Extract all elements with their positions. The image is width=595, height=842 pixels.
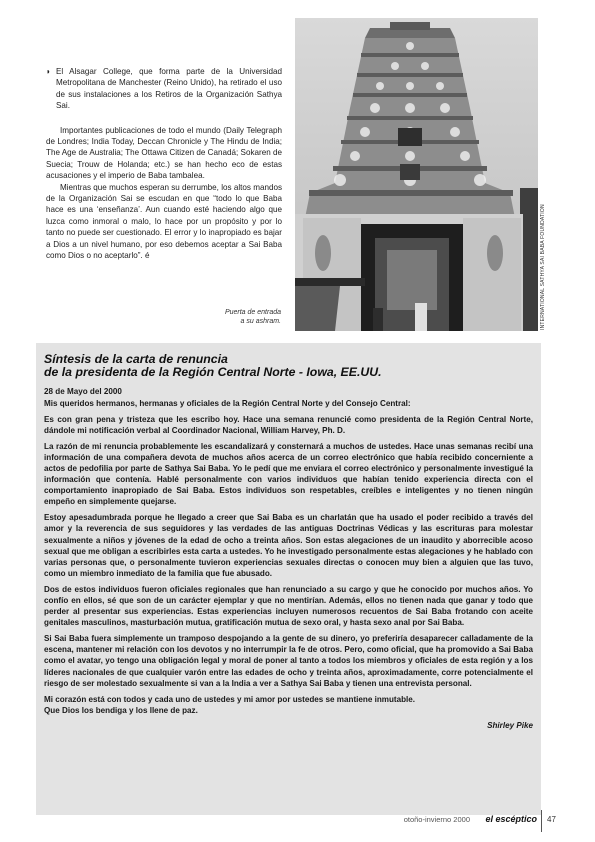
temple-gate-photo — [295, 18, 538, 331]
footer-divider — [541, 810, 542, 832]
letter-signature: Shirley Pike — [487, 720, 533, 730]
letter-closing: Que Dios los bendiga y los llene de paz. — [44, 705, 198, 715]
resignation-letter-box — [36, 343, 541, 815]
paragraph-organization: Mientras que muchos esperan su derrumbe, los altos mandos de la Organización Sai se escudan en que “todo lo que Baba hace es una ‘enseñanza’. Aun cuando esté haciendo algo que luzca como inmoral o malo, lo hace por un propósito y por lo tanto no puede ser cuestionado. El error y lo inapropiado es bajar a Dios a un nivel humano, por eso debemos aceptar a Sai Baba como Dios o no aceptarlo”. é — [46, 182, 282, 261]
issue-label: otoño-invierno 2000 — [403, 815, 470, 824]
photo-credit: INTERNATIONAL SATHYA SAI BABA FOUNDATION — [540, 204, 546, 330]
letter-paragraph: La razón de mi renuncia probablemente les escandalizará y consternará a muchos de ustedes. Hace unas semanas recibí una información de una compañera devota de muchos años acerca de un correo electrónico que había recibido concerniente a actos de pedofilia por parte de Sathya Sai Baba. Yo le pedí que me enviara el correo electrónico y personalmente investigué la información que contenía. Hablé personalmente con varios individuos que habían tenido experiencia directa con el comportamiento inapropiado de Sai Baba. Estos individuos son respetables, creíbles e inteligentes y no tienen ningún empeño en simplemente quejarse. — [44, 441, 533, 507]
letter-paragraph: Mi corazón está con todos y cada uno de ustedes y mi amor por ustedes se mantiene inmutable. — [44, 694, 416, 704]
bullet-item: ◗ El Alsagar College, que forma parte de la Universidad Metropolitana de Manchester (Reino Unido), ha retirado el uso de sus instalaciones a los Retiros de la Organización Sathya Sai. — [46, 66, 282, 112]
photo-caption: Puerta de entrada a su ashram. — [224, 309, 281, 325]
letter-date: 28 de Mayo del 2000 — [44, 387, 122, 397]
letter-paragraph: Si Sai Baba fuera simplemente un tramposo despojando a la gente de su dinero, yo preferiría desaparecer calladamente de la escena, mantener mi relación con los devotos y no interrumpir la fe de otros. Pero, como oficial, que ha promovido a Sai Baba como el avatar, yo tengo una obligación legal y moral de poner al tanto a todos los miembros y oficiales de esta región y a los líderes nacionales de que cualquier varón entre las edades de ocho y treinta años, aproximadamente, corre potencialmente el riesgo de ser molestado sexualmente si van a la India a ver a Sathya Sai Baba y tienen una entrevista personal. — [44, 634, 533, 688]
left-column — [46, 66, 282, 262]
letter-paragraph: Es con gran pena y tristeza que les escribo hoy. Hace una semana renuncié como presidenta de la Región Central Norte, dándole mi notificación verbal al Coordinador Nacional, William Harvey, Ph. D. — [44, 414, 533, 435]
temple-gopuram-image — [295, 18, 538, 331]
magazine-name: el escéptico — [485, 814, 537, 824]
letter-paragraph: Dos de estos individuos fueron oficiales regionales que han renunciado a su cargo y que he conocido por muchos años. Yo confío en ellos, sé que son de un carácter ejemplar y que no mentirían. Además, ellos no tienen nada que ganar y todo que perder al presentar sus experiencias. Estas experiencias incluyen numerosos recuentos de Sai Baba frotando con aceite genitales masculinos, masturbación mutua, gratificación mutua de sexo oral, y hasta sexo anal por Sai Baba. — [44, 584, 533, 628]
paragraph-publications: Importantes publicaciones de todo el mundo (Daily Telegraph de Londres; India Today, Deccan Chronicle y The Hindu de India; The Age de Australia; The Ottawa Citizen de Canadá; Sokaren de Suecia; Trouw de Holanda; etc.) se han hecho eco de estas acusaciones y el imperio de Baba tambalea. — [46, 125, 282, 181]
letter-paragraph: Estoy apesadumbrada porque he llegado a creer que Sai Baba es un charlatán que ha usado el poder recibido a través del amor y la reverencia de sus seguidores y las verdades de las antiguas Doctrinas Védicas y las escrituras para molestar sexualmente a niños y jóvenes de la edad de ocho a treinta años. Son estas alegaciones de un inaudito y aborrecible acoso sexual que me obligan a escribirles esta carta a ustedes. Yo he investigado personalmente estas alegaciones y he hablado con varias personas que, o personalmente tuvieron experiencias sexuales directas o conocen muy bien a alguien que las tuvo, como un miembro inmediato de la familia que fue abusado. — [44, 513, 533, 578]
letter-title: Síntesis de la carta de renuncia de la presidenta de la Región Central Norte - Iowa, EE.UU. — [44, 352, 382, 380]
letter-greeting: Mis queridos hermanos, hermanas y oficiales de la Región Central Norte y del Consejo Central: — [44, 398, 411, 408]
page-number: 47 — [547, 815, 556, 824]
page-footer — [0, 810, 595, 840]
